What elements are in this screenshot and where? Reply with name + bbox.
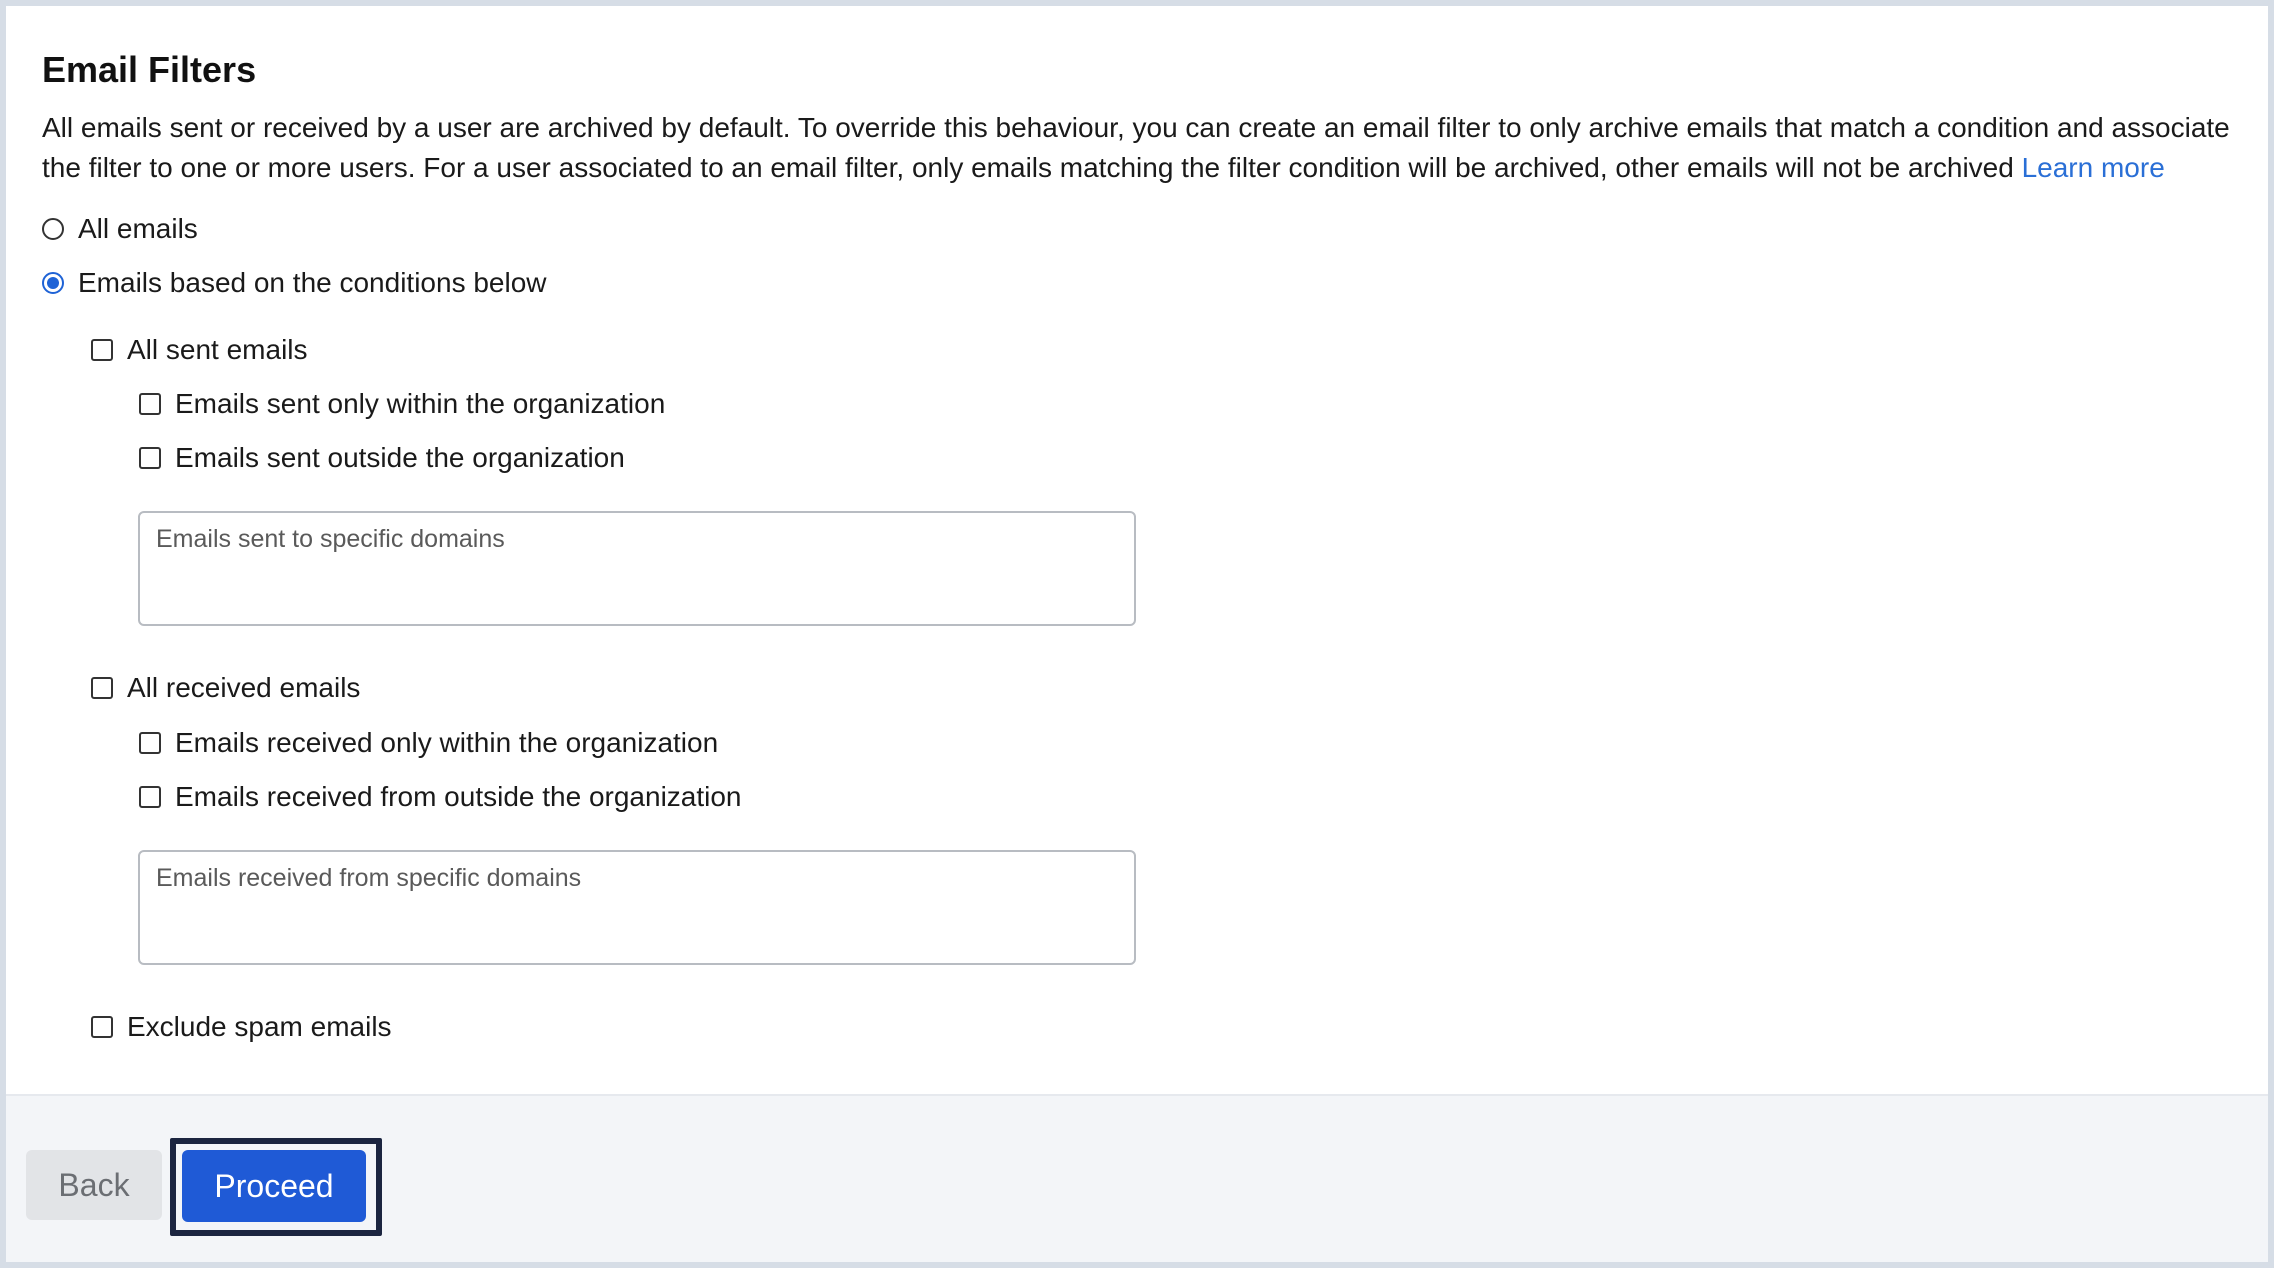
checkbox[interactable] (91, 339, 113, 361)
radio-conditions[interactable] (42, 265, 547, 301)
checkbox-label-received-outside: Emails received from outside the organization (175, 781, 742, 812)
checkbox-label-all-received: All received emails (127, 672, 361, 703)
checkbox[interactable] (91, 1016, 113, 1038)
checkbox[interactable] (139, 786, 161, 808)
page-description (42, 108, 2242, 188)
learn-more-link[interactable]: Learn more (2021, 152, 2165, 183)
checkbox[interactable] (139, 447, 161, 469)
checkbox-label-exclude-spam: Exclude spam emails (127, 1011, 392, 1042)
checkbox[interactable] (91, 677, 113, 699)
description-text: All emails sent or received by a user are archived by default. To override this behaviour, you can create an email filter to only archive emails that match a condition and associate the filter to one or more users. For a user associated to an email filter, only emails matching the filter condition will be archived, other emails will not be archived (42, 112, 2230, 183)
checkbox-all-received[interactable] (91, 670, 360, 706)
proceed-button[interactable]: Proceed (182, 1150, 366, 1222)
radio-label-conditions: Emails based on the conditions below (78, 267, 547, 298)
checkbox-sent-within[interactable] (139, 386, 665, 422)
checkbox[interactable] (139, 393, 161, 415)
received-domains-input[interactable] (138, 850, 1136, 965)
sent-domains-input[interactable] (138, 511, 1136, 626)
radio-all-emails[interactable] (42, 211, 198, 247)
page-title: Email Filters (42, 49, 257, 90)
content-area (6, 6, 2268, 1094)
checkbox-received-outside[interactable] (139, 779, 742, 815)
checkbox-exclude-spam[interactable] (91, 1009, 392, 1045)
checkbox-label-sent-within: Emails sent only within the organization (175, 388, 666, 419)
back-button[interactable]: Back (26, 1150, 162, 1220)
radio-label-all-emails: All emails (78, 213, 198, 244)
email-filters-panel (6, 6, 2268, 1262)
checkbox-label-all-sent: All sent emails (127, 334, 308, 365)
checkbox-label-received-within: Emails received only within the organization (175, 727, 719, 758)
radio-button-selected[interactable] (42, 272, 64, 294)
checkbox-received-within[interactable] (139, 725, 718, 761)
radio-button[interactable] (42, 218, 64, 240)
footer-bar (6, 1094, 2268, 1262)
checkbox-all-sent[interactable] (91, 332, 308, 368)
checkbox[interactable] (139, 732, 161, 754)
checkbox-sent-outside[interactable] (139, 440, 625, 476)
checkbox-label-sent-outside: Emails sent outside the organization (175, 442, 625, 473)
